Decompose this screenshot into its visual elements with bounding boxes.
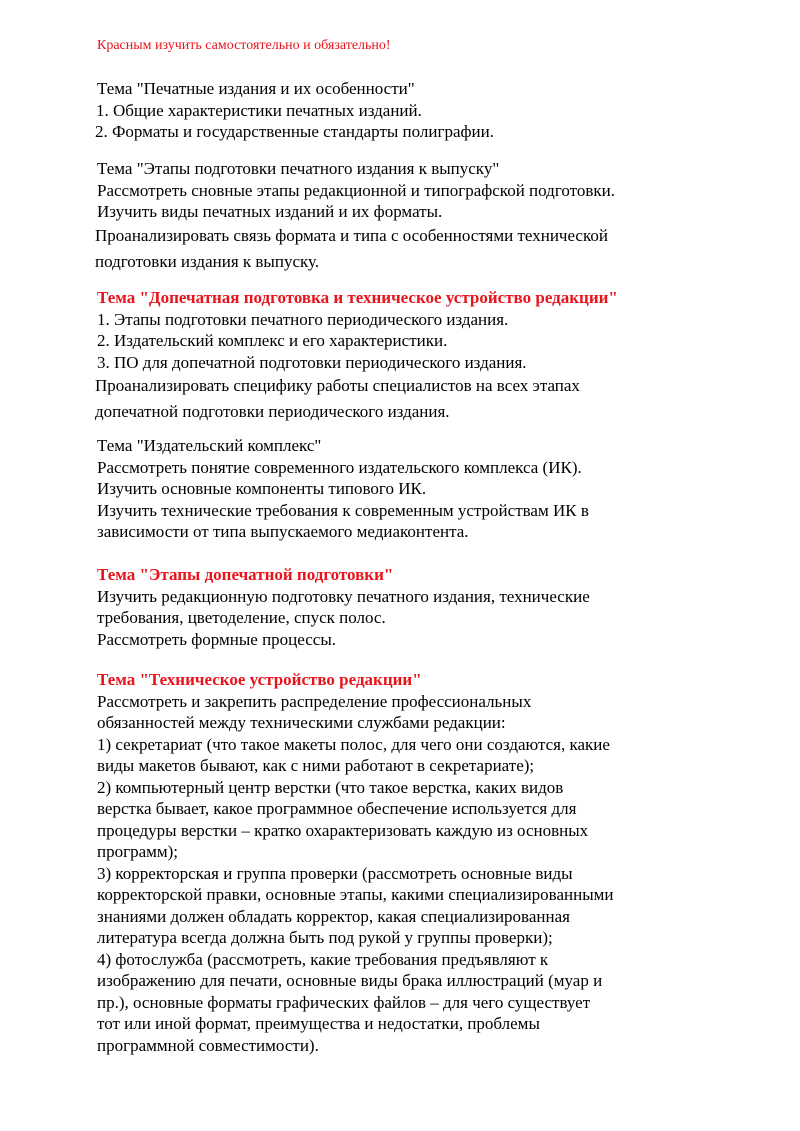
section-line: Изучить технические требования к современным устройствам ИК в [97, 500, 589, 520]
section-publishing-complex [97, 435, 589, 543]
section-line: Рассмотреть и закрепить распределение профессиональных [97, 691, 532, 711]
section-line: пр.), основные форматы графических файлов – для чего существует [97, 992, 591, 1012]
section-line: 2. Издательский комплекс и его характеристики. [97, 331, 448, 350]
section-technical-redaction [97, 669, 613, 1056]
section-line: процедуры верстки – кратко охарактеризовать каждую из основных [97, 820, 589, 840]
section-prepress-stages [97, 564, 590, 650]
section-title: Тема "Издательский комплекс" [97, 436, 322, 455]
section-prepress-and-redaction [97, 287, 618, 425]
section-line: требования, цветоделение, спуск полос. [97, 608, 386, 627]
section-line: Проанализировать специфику работы специалистов на всех этапах [95, 376, 580, 395]
section-line: зависимости от типа выпускаемого медиаконтента. [97, 522, 469, 541]
section-line: обязанностей между техническими службами редакции: [97, 713, 506, 732]
section-line: Изучить виды печатных изданий и их форматы. [97, 202, 443, 221]
section-line: 3. ПО для допечатной подготовки периодического издания. [97, 352, 527, 372]
section-line: 2. Форматы и государственные стандарты полиграфии. [95, 122, 494, 141]
section-line: подготовки издания к выпуску. [95, 251, 320, 271]
section-line: тот или иной формат, преимущества и недостатки, проблемы [97, 1014, 540, 1033]
section-line: программ); [97, 842, 179, 861]
section-line: 4) фотослужба (рассмотреть, какие требования предъявляют к [97, 949, 549, 969]
section-line: 1) секретариат (что такое макеты полос, для чего они создаются, какие [97, 734, 610, 754]
section-preparation-stages [97, 158, 615, 275]
section-line: 1. Этапы подготовки печатного периодического издания. [97, 309, 509, 329]
section-line: корректорской правки, основные этапы, какими специализированными [97, 885, 614, 904]
section-title: Тема "Печатные издания и их особенности" [97, 79, 415, 98]
section-line: 3) корректорская и группа проверки (рассмотреть основные виды [97, 863, 573, 883]
section-line: Рассмотреть формные процессы. [97, 629, 336, 649]
section-line: Изучить основные компоненты типового ИК. [97, 479, 427, 498]
section-title: Тема "Этапы допечатной подготовки" [97, 565, 394, 584]
section-title: Тема "Техническое устройство редакции" [97, 670, 422, 689]
section-printed-editions [97, 78, 494, 143]
section-line: виды макетов бывают, как с ними работают в секретариате); [97, 756, 535, 775]
section-line: 2) компьютерный центр верстки (что такое верстка, каких видов [97, 777, 564, 797]
section-line: верстка бывает, какое программное обеспечение используется для [97, 799, 577, 818]
section-line: изображению для печати, основные виды брака иллюстраций (муар и [97, 971, 603, 990]
instruction-note: Красным изучить самостоятельно и обязательно! [97, 38, 391, 53]
section-line: программной совместимости). [97, 1035, 319, 1055]
section-line: Рассмотреть сновные этапы редакционной и типографской подготовки. [97, 180, 615, 200]
section-line: 1. Общие характеристики печатных изданий. [96, 100, 422, 120]
section-line: Изучить редакционную подготовку печатного издания, технические [97, 586, 590, 606]
section-title: Тема "Этапы подготовки печатного издания к выпуску" [97, 159, 500, 178]
section-line: Проанализировать связь формата и типа с особенностями технической [95, 225, 608, 245]
section-title: Тема "Допечатная подготовка и техническое устройство редакции" [97, 288, 618, 307]
section-line: допечатной подготовки периодического издания. [95, 402, 450, 421]
section-line: Рассмотреть понятие современного издательского комплекса (ИК). [97, 457, 582, 477]
section-line: знаниями должен обладать корректор, какая специализированная [97, 906, 570, 926]
section-line: литература всегда должна быть под рукой у группы проверки); [97, 928, 553, 947]
